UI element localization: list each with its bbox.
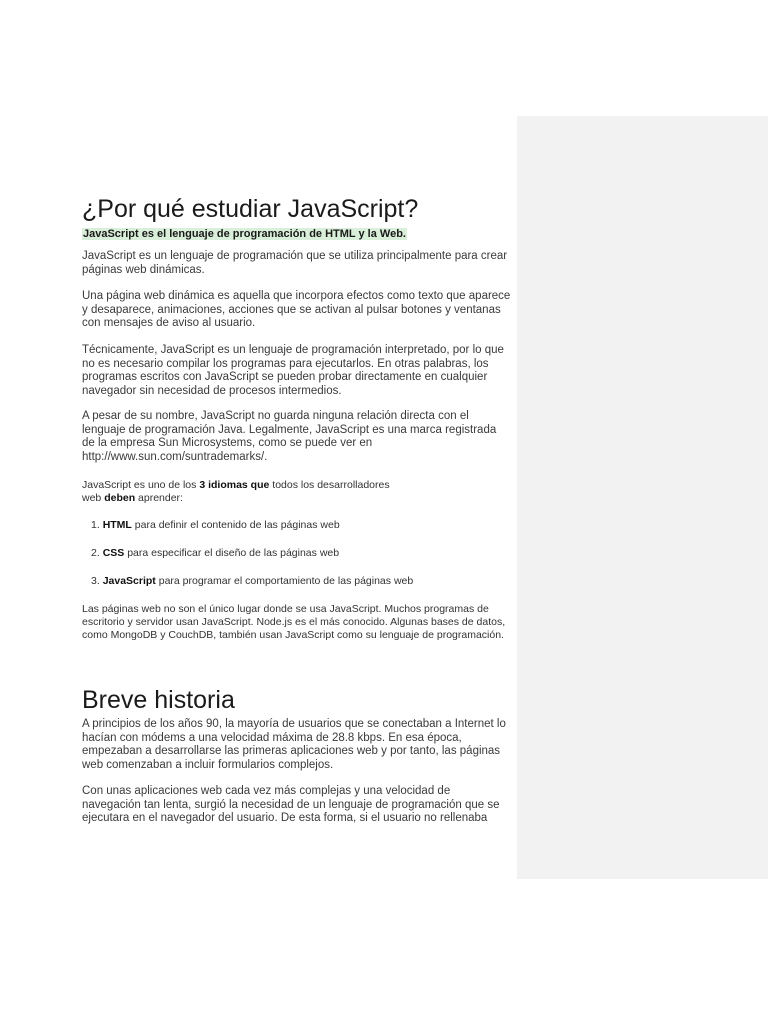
text-span: aprender: <box>135 492 183 504</box>
paragraph-interpreted: Técnicamente, JavaScript es un lenguaje de programación interpretado, por lo que no es necesario compilar los programas para ejecutarlos. En otras palabras, los programas escritos con JavaScript se pueden probar directamente en cualquier navegador sin necesidad de procesos intermedios. <box>82 344 504 397</box>
list-item <box>91 575 413 587</box>
text-span: web <box>82 492 105 504</box>
text-span: JavaScript es uno de los <box>82 479 200 491</box>
list-text: para programar el comportamiento de las páginas web <box>155 575 414 587</box>
bold-text: HTML <box>102 519 132 531</box>
list-text: para definir el contenido de las páginas web <box>131 519 340 531</box>
paragraph-history-2: Con unas aplicaciones web cada vez más complejas y una velocidad de navegación tan lenta, surgió la necesidad de un lenguaje de programación que se ejecutara en el navegador del usuario. De esta forma, si el usuario no rellenaba <box>82 785 500 825</box>
list-number: 2. <box>91 547 100 559</box>
bold-text: CSS <box>102 547 125 559</box>
comment-margin-panel <box>517 116 768 879</box>
list-number: 3. <box>91 575 100 587</box>
highlighted-sentence: JavaScript es el lenguaje de programación de HTML y la Web. <box>83 228 406 240</box>
bold-text: 3 idiomas que <box>199 479 270 491</box>
list-item <box>91 519 340 531</box>
bold-text: JavaScript <box>102 575 156 587</box>
list-text: para especificar el diseño de las páginas web <box>124 547 340 559</box>
bold-text: deben <box>104 492 136 504</box>
page-title: ¿Por qué estudiar JavaScript? <box>82 195 419 223</box>
paragraph-three-languages <box>82 479 512 505</box>
paragraph-java-relation: A pesar de su nombre, JavaScript no guarda ninguna relación directa con el lenguaje de programación Java. Legalmente, JavaScript es una marca registrada de la empresa Sun Microsystems, como se puede ver en http://www.sun.com/suntrademarks/. <box>82 410 497 463</box>
paragraph-other-uses: Las páginas web no son el único lugar donde se usa JavaScript. Muchos programas de escritorio y servidor usan JavaScript. Node.js es el más conocido. Algunas bases de datos, como MongoDB y CouchDB, también usan JavaScript como su lenguaje de programación. <box>82 603 506 641</box>
section-title-history: Breve historia <box>82 686 235 714</box>
paragraph-dynamic-page: Una página web dinámica es aquella que incorpora efectos como texto que aparece y desaparece, animaciones, acciones que se activan al pulsar botones y ventanas con mensajes de aviso al usuario. <box>82 290 511 330</box>
paragraph-intro: JavaScript es un lenguaje de programación que se utiliza principalmente para crear páginas web dinámicas. <box>82 250 508 276</box>
paragraph-history-1: A principios de los años 90, la mayoría de usuarios que se conectaban a Internet lo hacían con módems a una velocidad máxima de 28.8 kbps. En esa época, empezaban a desarrollarse las primeras aplicaciones web y por tanto, las páginas web comenzaban a incluir formularios complejos. <box>82 718 506 771</box>
list-item <box>91 547 339 559</box>
text-span: todos los desarrolladores <box>269 479 390 491</box>
list-number: 1. <box>91 519 100 531</box>
